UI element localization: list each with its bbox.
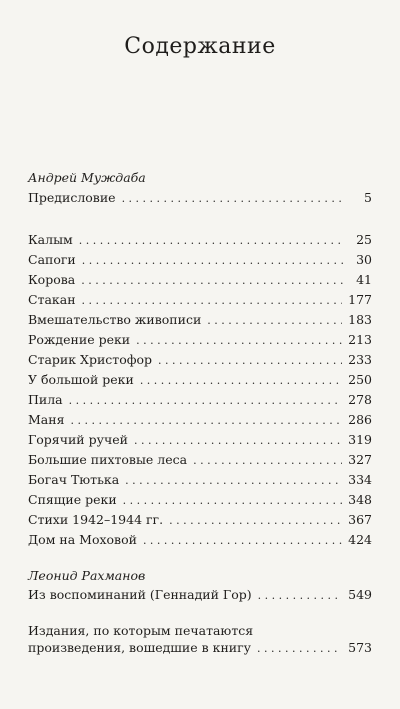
toc-entry-page: 334 xyxy=(348,472,372,487)
toc-entry-title: Пила xyxy=(28,392,63,407)
toc-entry[interactable] xyxy=(28,622,372,657)
toc-entry-page: 41 xyxy=(356,272,372,287)
toc-entry-page: 25 xyxy=(356,232,372,247)
dot-leader xyxy=(258,588,343,604)
dot-leader xyxy=(82,293,343,309)
toc-entry-title: Большие пихтовые леса xyxy=(28,452,188,467)
toc-entry-title: Калым xyxy=(28,232,73,247)
toc-entry[interactable] xyxy=(28,532,372,549)
page-title: Содержание xyxy=(124,34,276,59)
toc-entry-page: 278 xyxy=(348,392,372,407)
toc-entry-title: Стакан xyxy=(28,292,76,307)
dot-leader xyxy=(123,493,342,509)
toc-entry[interactable] xyxy=(28,292,372,309)
toc-entry-page: 250 xyxy=(348,372,372,387)
toc-entry-title: Предисловие xyxy=(28,190,116,205)
toc-entry-title: Вмешательство живописи xyxy=(28,312,202,327)
toc-entry[interactable] xyxy=(28,412,372,429)
toc-entry[interactable] xyxy=(28,432,372,449)
author-name: Андрей Муждаба xyxy=(28,170,146,185)
toc-entry[interactable] xyxy=(28,587,372,604)
toc-entry-title: Богач Тютька xyxy=(28,472,120,487)
toc-entry[interactable] xyxy=(28,392,372,409)
dot-leader xyxy=(122,191,344,207)
toc-entry-page: 319 xyxy=(348,432,372,447)
dot-leader xyxy=(79,233,344,249)
dot-leader xyxy=(193,453,342,469)
toc-entry[interactable] xyxy=(28,492,372,509)
toc-entry-title: Рождение реки xyxy=(28,332,131,347)
toc-entry-page: 424 xyxy=(348,532,372,547)
toc-entry-title: У большой реки xyxy=(28,372,134,387)
toc-entry-page: 549 xyxy=(348,587,372,602)
dot-leader xyxy=(207,313,342,329)
toc-entry-page: 348 xyxy=(348,492,372,507)
toc-entry-title: Старик Христофор xyxy=(28,352,153,367)
dot-leader xyxy=(134,433,342,449)
toc-entry[interactable] xyxy=(28,312,372,329)
toc-entry-title: Сапоги xyxy=(28,252,76,267)
toc-entry-title-line2: произведения, вошедшие в книгу xyxy=(28,640,252,655)
toc-entry-page: 177 xyxy=(348,292,372,307)
dot-leader xyxy=(70,413,342,429)
dot-leader xyxy=(82,253,344,269)
dot-leader xyxy=(81,273,344,289)
dot-leader xyxy=(136,333,342,349)
toc-entry-title: Дом на Моховой xyxy=(28,532,137,547)
dot-leader xyxy=(257,640,342,657)
dot-leader xyxy=(143,533,342,549)
toc-entry[interactable] xyxy=(28,452,372,469)
dot-leader xyxy=(140,373,342,389)
toc-entry[interactable] xyxy=(28,332,372,349)
dot-leader xyxy=(169,513,342,529)
toc-entry-page: 327 xyxy=(348,452,372,467)
toc-entry-title: Стихи 1942–1944 гг. xyxy=(28,512,164,527)
toc-entry-title-line1: Издания, по которым печатаются xyxy=(28,623,254,638)
toc-entry-page: 5 xyxy=(364,190,372,205)
dot-leader xyxy=(69,393,343,409)
toc-entry-title: Маня xyxy=(28,412,65,427)
toc-entry-page: 367 xyxy=(348,512,372,527)
dot-leader xyxy=(125,473,342,489)
toc-entry[interactable] xyxy=(28,372,372,389)
toc-entry[interactable] xyxy=(28,190,372,207)
toc-entry-page: 213 xyxy=(348,332,372,347)
toc-entry-page: 30 xyxy=(356,252,372,267)
toc-entry[interactable] xyxy=(28,252,372,269)
toc-entry-page: 183 xyxy=(348,312,372,327)
table-of-contents-page xyxy=(28,0,372,709)
toc-entry-page: 573 xyxy=(348,640,372,655)
toc-entry[interactable] xyxy=(28,512,372,529)
toc-entry[interactable] xyxy=(28,352,372,369)
toc-entry-title: Из воспоминаний (Геннадий Гор) xyxy=(28,587,252,602)
toc-entry[interactable] xyxy=(28,232,372,249)
author-name: Леонид Рахманов xyxy=(28,568,146,583)
toc-entry[interactable] xyxy=(28,272,372,289)
toc-entry-page: 286 xyxy=(348,412,372,427)
toc-entry[interactable] xyxy=(28,472,372,489)
toc-entry-title: Корова xyxy=(28,272,76,287)
dot-leader xyxy=(158,353,342,369)
toc-entry-page: 233 xyxy=(348,352,372,367)
toc-entry-title: Горячий ручей xyxy=(28,432,128,447)
toc-entry-title: Спящие реки xyxy=(28,492,117,507)
